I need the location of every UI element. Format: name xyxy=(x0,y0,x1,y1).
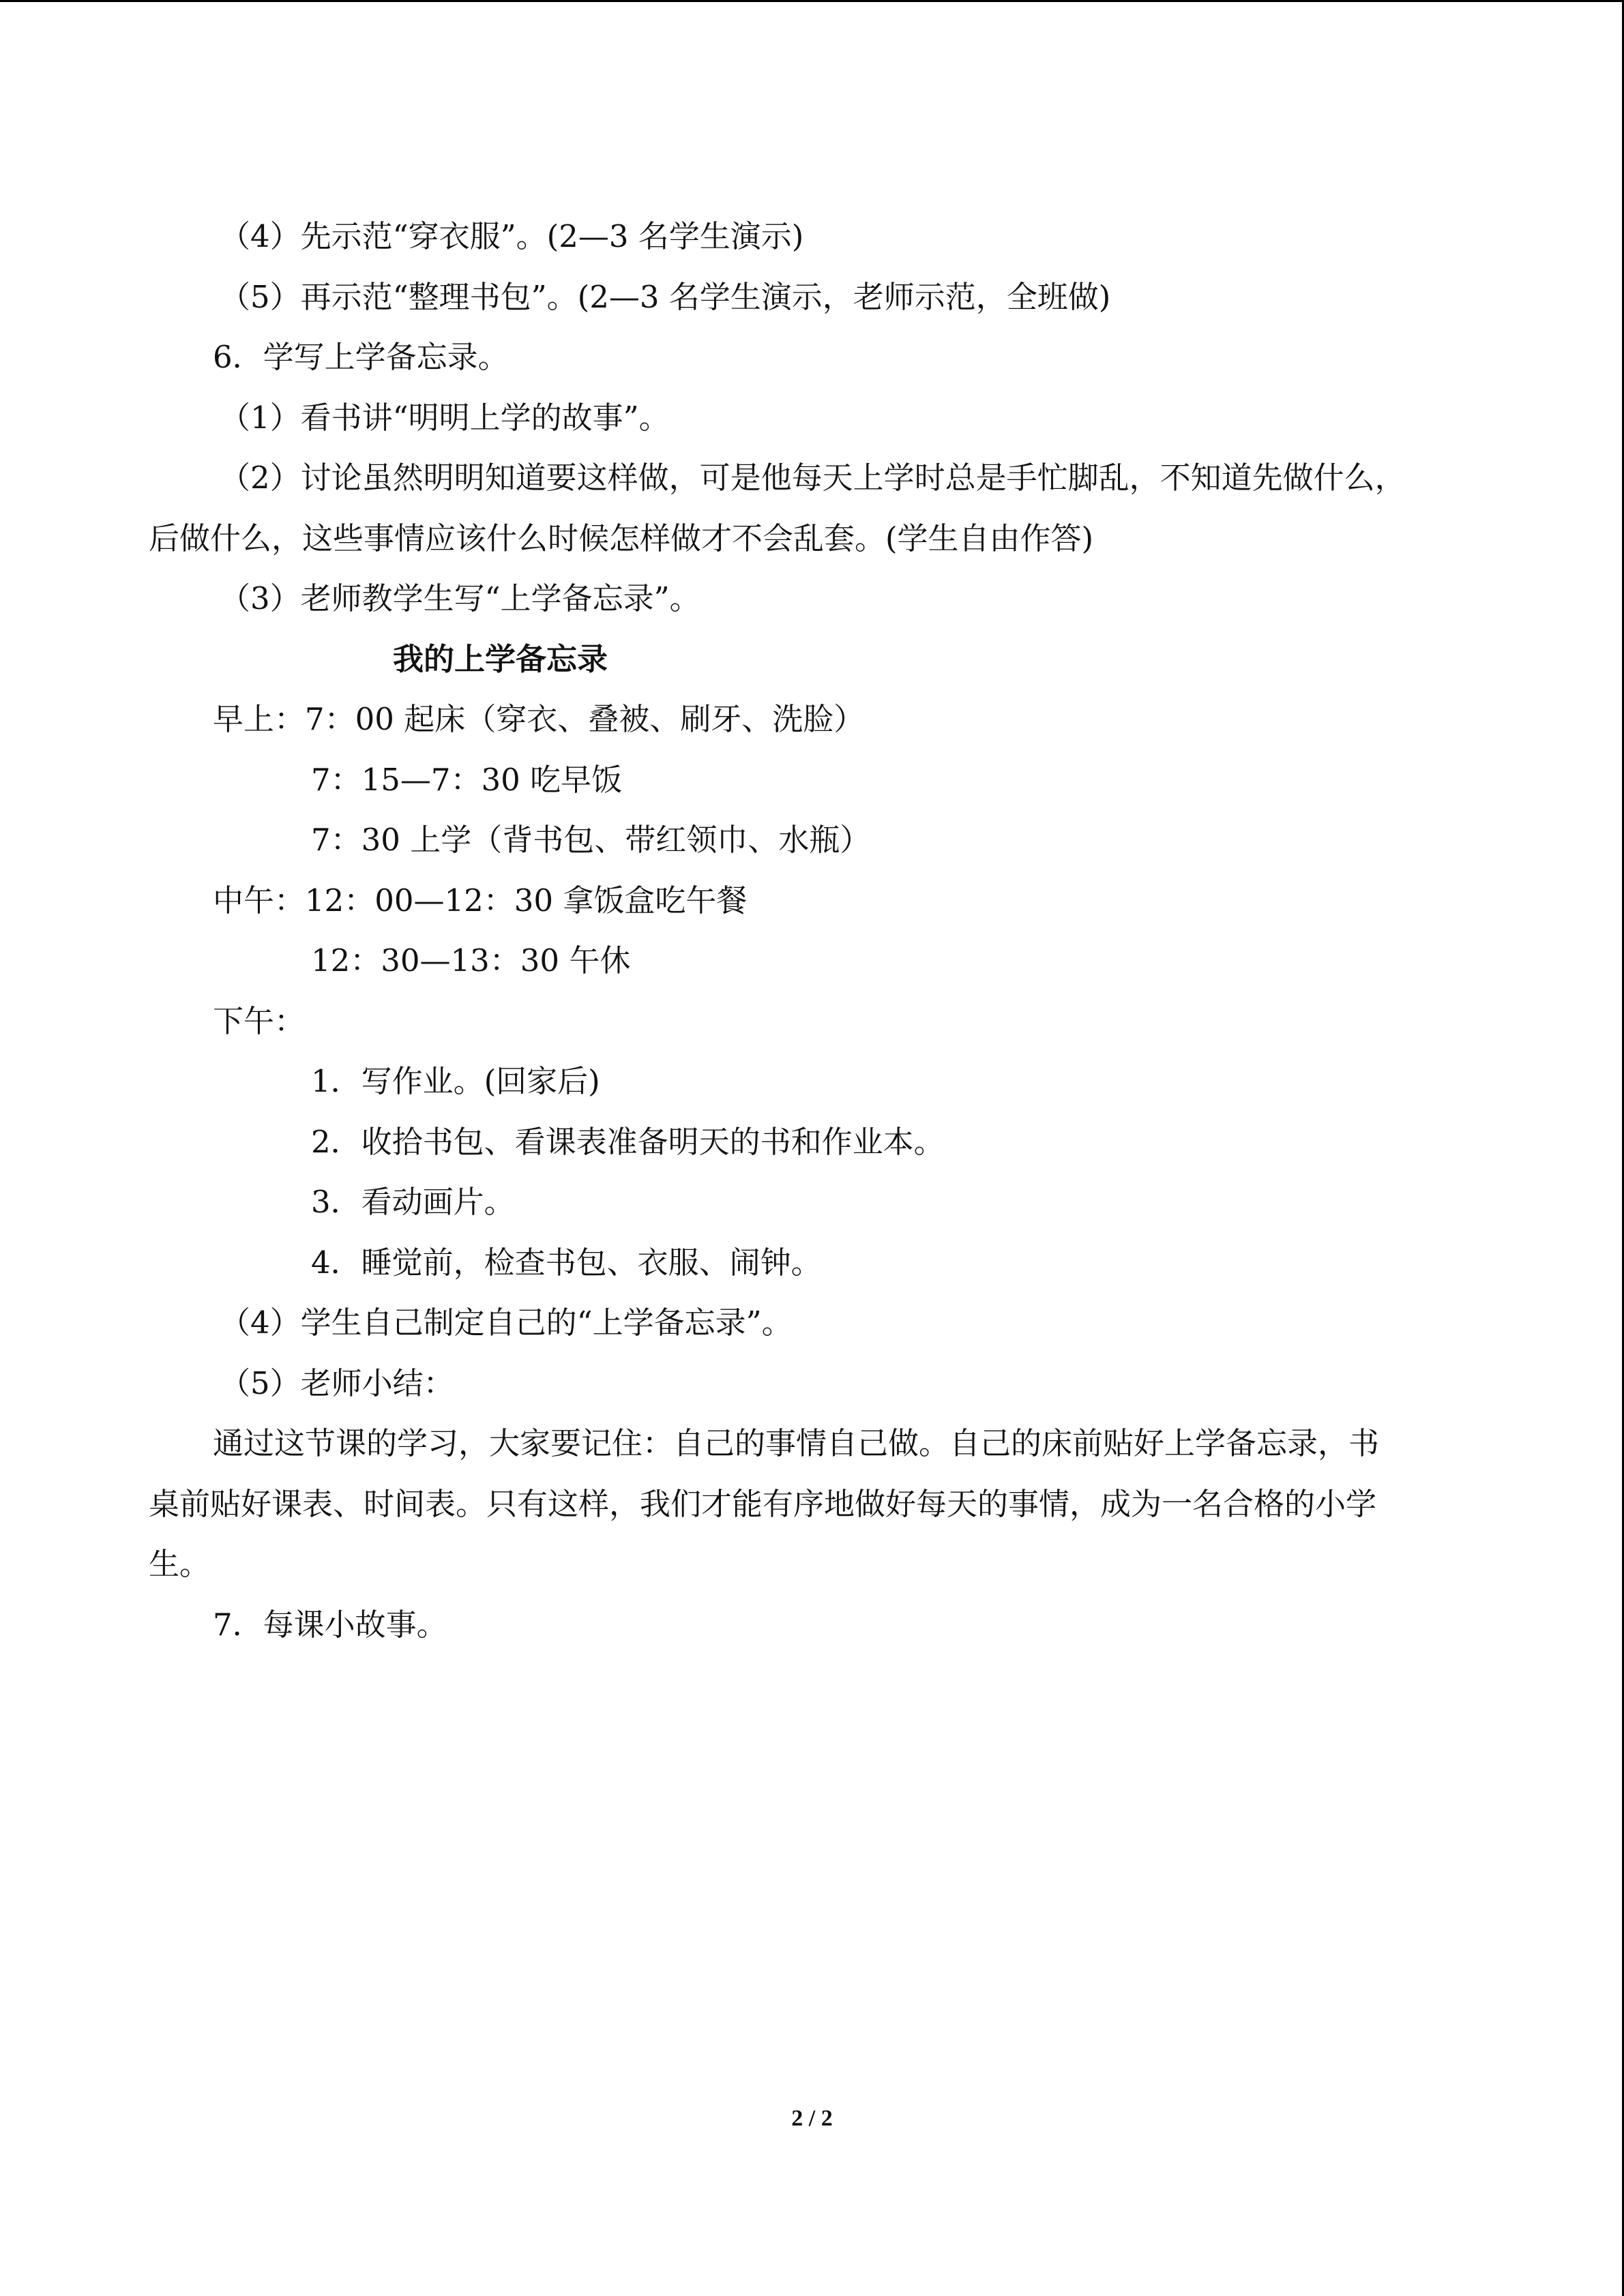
memo-afternoon-item-2: 2．收拾书包、看课表准备明天的书和作业本。 xyxy=(311,1124,945,1160)
step-4-demo-dressing: （4）先示范“穿衣服”。(2—3 名学生演示) xyxy=(220,218,804,254)
memo-afternoon-label: 下午： xyxy=(213,1003,306,1039)
item-2-discussion-line1: （2）讨论虽然明明知道要这样做，可是他每天上学时总是手忙脚乱，不知道先做什么， xyxy=(220,460,1406,496)
summary-paragraph-line3: 生。 xyxy=(149,1546,211,1582)
item-4-student-memo: （4）学生自己制定自己的“上学备忘录”。 xyxy=(220,1304,793,1341)
memo-noon-nap: 12：30—13：30 午休 xyxy=(311,942,631,979)
page-number: 2 / 2 xyxy=(791,2106,833,2131)
memo-afternoon-item-1: 1．写作业。(回家后) xyxy=(311,1063,600,1099)
memo-afternoon-item-4: 4．睡觉前，检查书包、衣服、闹钟。 xyxy=(311,1244,822,1281)
summary-paragraph-line2: 桌前贴好课表、时间表。只有这样，我们才能有序地做好每天的事情，成为一名合格的小学 xyxy=(149,1486,1377,1522)
item-1-story: （1）看书讲“明明上学的故事”。 xyxy=(220,400,670,436)
item-2-discussion-line2: 后做什么，这些事情应该什么时候怎样做才不会乱套。(学生自由作答) xyxy=(149,520,1094,556)
summary-paragraph-line1: 通过这节课的学习，大家要记住：自己的事情自己做。自己的床前贴好上学备忘录，书 xyxy=(213,1425,1380,1461)
step-5-demo-schoolbag: （5）再示范“整理书包”。(2—3 名学生演示，老师示范，全班做) xyxy=(220,279,1111,315)
section-7-heading: 7．每课小故事。 xyxy=(213,1607,447,1643)
item-5-teacher-summary: （5）老师小结： xyxy=(220,1365,454,1401)
memo-morning-wake: 早上：7：00 起床（穿衣、叠被、刷牙、洗脸） xyxy=(213,701,865,737)
memo-afternoon-item-3: 3．看动画片。 xyxy=(311,1184,515,1220)
memo-morning-breakfast: 7：15—7：30 吃早饭 xyxy=(311,762,623,798)
memo-noon-lunch: 中午：12：00—12：30 拿饭盒吃午餐 xyxy=(213,882,748,919)
memo-title: 我的上学备忘录 xyxy=(393,641,608,677)
memo-morning-school: 7：30 上学（背书包、带红领巾、水瓶） xyxy=(311,822,871,858)
section-6-heading: 6．学写上学备忘录。 xyxy=(213,339,509,375)
item-3-teacher-teaches: （3）老师教学生写“上学备忘录”。 xyxy=(220,580,700,616)
